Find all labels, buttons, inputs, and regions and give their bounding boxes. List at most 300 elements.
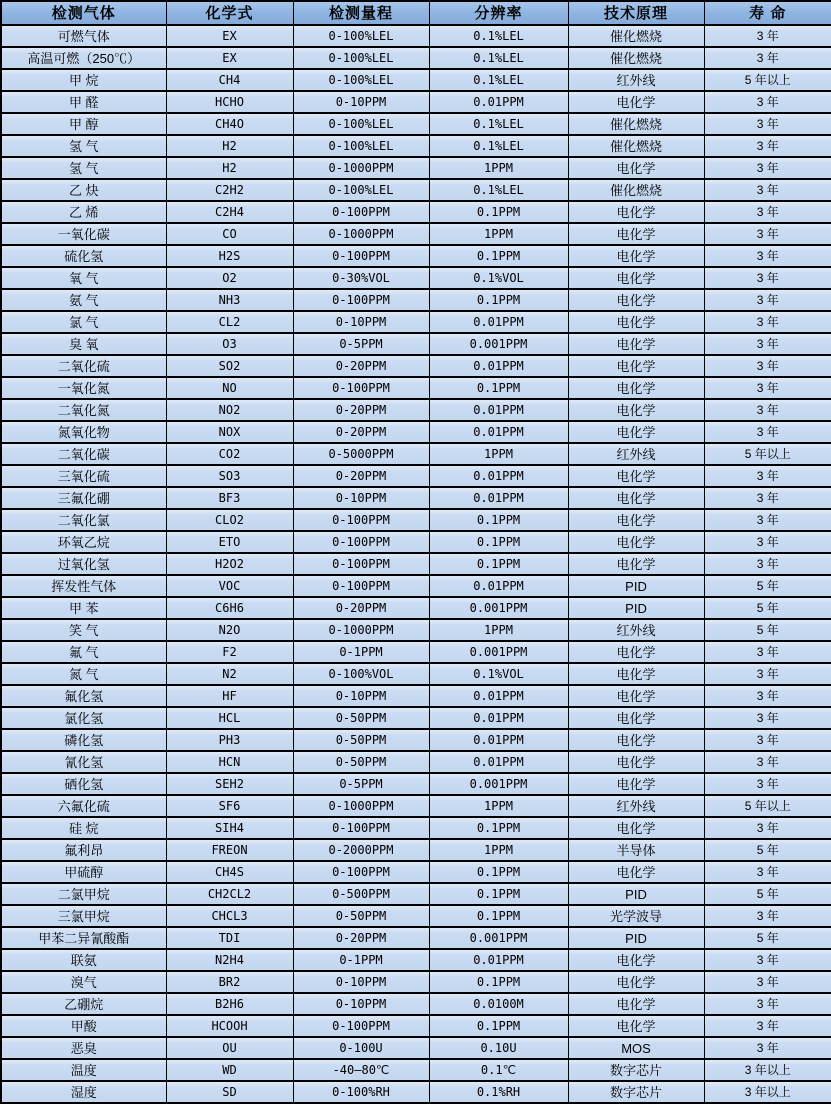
- gas-name-cell: 六氟化硫: [1, 795, 166, 817]
- resolution-cell: 0.01PPM: [429, 685, 568, 707]
- principle-cell: 电化学: [568, 377, 704, 399]
- gas-name-cell: 氟 气: [1, 641, 166, 663]
- resolution-cell: 0.01PPM: [429, 707, 568, 729]
- range-cell: 0-1000PPM: [293, 157, 429, 179]
- resolution-cell: 0.1PPM: [429, 201, 568, 223]
- formula-cell: SIH4: [166, 817, 293, 839]
- lifespan-cell: 3 年: [704, 1015, 831, 1037]
- resolution-cell: 0.01PPM: [429, 399, 568, 421]
- gas-name-cell: 溴气: [1, 971, 166, 993]
- principle-cell: 数字芯片: [568, 1059, 704, 1081]
- formula-cell: EX: [166, 25, 293, 47]
- formula-cell: C6H6: [166, 597, 293, 619]
- range-cell: 0-100PPM: [293, 817, 429, 839]
- principle-cell: 红外线: [568, 619, 704, 641]
- resolution-cell: 0.001PPM: [429, 597, 568, 619]
- resolution-cell: 0.1%LEL: [429, 25, 568, 47]
- lifespan-cell: 3 年: [704, 531, 831, 553]
- header-range: 检测量程: [293, 1, 429, 25]
- table-row: [1, 553, 831, 575]
- principle-cell: 电化学: [568, 289, 704, 311]
- table-row: [1, 355, 831, 377]
- table-header: [1, 1, 831, 25]
- table-row: [1, 795, 831, 817]
- range-cell: 0-10PPM: [293, 311, 429, 333]
- lifespan-cell: 3 年: [704, 817, 831, 839]
- table-row: [1, 69, 831, 91]
- resolution-cell: 0.01PPM: [429, 465, 568, 487]
- range-cell: 0-100%LEL: [293, 69, 429, 91]
- formula-cell: ETO: [166, 531, 293, 553]
- gas-name-cell: 氮 气: [1, 663, 166, 685]
- lifespan-cell: 3 年: [704, 157, 831, 179]
- lifespan-cell: 3 年: [704, 201, 831, 223]
- principle-cell: 电化学: [568, 817, 704, 839]
- formula-cell: B2H6: [166, 993, 293, 1015]
- formula-cell: FREON: [166, 839, 293, 861]
- range-cell: 0-100PPM: [293, 1015, 429, 1037]
- lifespan-cell: 5 年: [704, 927, 831, 949]
- lifespan-cell: 3 年: [704, 971, 831, 993]
- principle-cell: 催化燃烧: [568, 25, 704, 47]
- gas-name-cell: 二氧化氯: [1, 509, 166, 531]
- principle-cell: 催化燃烧: [568, 179, 704, 201]
- table-row: [1, 25, 831, 47]
- range-cell: 0-20PPM: [293, 355, 429, 377]
- gas-name-cell: 三氟化硼: [1, 487, 166, 509]
- gas-name-cell: 氮氧化物: [1, 421, 166, 443]
- range-cell: 0-20PPM: [293, 597, 429, 619]
- lifespan-cell: 3 年: [704, 113, 831, 135]
- range-cell: 0-20PPM: [293, 421, 429, 443]
- resolution-cell: 0.01PPM: [429, 91, 568, 113]
- formula-cell: HCN: [166, 751, 293, 773]
- gas-name-cell: 甲酸: [1, 1015, 166, 1037]
- gas-name-cell: 硒化氢: [1, 773, 166, 795]
- table-row: [1, 729, 831, 751]
- range-cell: 0-100PPM: [293, 377, 429, 399]
- table-row: [1, 399, 831, 421]
- table-row: [1, 685, 831, 707]
- resolution-cell: 0.1PPM: [429, 1015, 568, 1037]
- principle-cell: 电化学: [568, 553, 704, 575]
- range-cell: 0-1000PPM: [293, 619, 429, 641]
- lifespan-cell: 3 年以上: [704, 1059, 831, 1081]
- range-cell: 0-100PPM: [293, 245, 429, 267]
- lifespan-cell: 5 年以上: [704, 795, 831, 817]
- gas-name-cell: 甲苯二异氰酸酯: [1, 927, 166, 949]
- range-cell: 0-20PPM: [293, 927, 429, 949]
- gas-name-cell: 温度: [1, 1059, 166, 1081]
- formula-cell: OU: [166, 1037, 293, 1059]
- principle-cell: 光学波导: [568, 905, 704, 927]
- resolution-cell: 0.001PPM: [429, 773, 568, 795]
- principle-cell: 催化燃烧: [568, 113, 704, 135]
- range-cell: 0-100%LEL: [293, 47, 429, 69]
- principle-cell: 催化燃烧: [568, 135, 704, 157]
- gas-name-cell: 三氯甲烷: [1, 905, 166, 927]
- principle-cell: 电化学: [568, 949, 704, 971]
- lifespan-cell: 3 年: [704, 333, 831, 355]
- lifespan-cell: 3 年: [704, 91, 831, 113]
- table-row: [1, 201, 831, 223]
- range-cell: 0-10PPM: [293, 91, 429, 113]
- range-cell: 0-50PPM: [293, 751, 429, 773]
- gas-name-cell: 氯 气: [1, 311, 166, 333]
- lifespan-cell: 3 年: [704, 25, 831, 47]
- range-cell: 0-20PPM: [293, 399, 429, 421]
- range-cell: 0-1PPM: [293, 949, 429, 971]
- formula-cell: CO2: [166, 443, 293, 465]
- gas-name-cell: 二氧化硫: [1, 355, 166, 377]
- principle-cell: PID: [568, 575, 704, 597]
- range-cell: 0-10PPM: [293, 971, 429, 993]
- gas-name-cell: 二氧化碳: [1, 443, 166, 465]
- table-row: [1, 487, 831, 509]
- principle-cell: 电化学: [568, 245, 704, 267]
- table-row: [1, 1015, 831, 1037]
- table-row: [1, 135, 831, 157]
- principle-cell: PID: [568, 597, 704, 619]
- principle-cell: 红外线: [568, 69, 704, 91]
- formula-cell: O3: [166, 333, 293, 355]
- principle-cell: 电化学: [568, 861, 704, 883]
- formula-cell: PH3: [166, 729, 293, 751]
- resolution-cell: 1PPM: [429, 795, 568, 817]
- header-gas: 检测气体: [1, 1, 166, 25]
- gas-name-cell: 臭 氧: [1, 333, 166, 355]
- gas-name-cell: 氨 气: [1, 289, 166, 311]
- table-body: [1, 25, 831, 1103]
- formula-cell: HCHO: [166, 91, 293, 113]
- table-row: [1, 91, 831, 113]
- range-cell: 0-100%LEL: [293, 179, 429, 201]
- formula-cell: NH3: [166, 289, 293, 311]
- resolution-cell: 0.1℃: [429, 1059, 568, 1081]
- gas-name-cell: 乙 炔: [1, 179, 166, 201]
- formula-cell: N2O: [166, 619, 293, 641]
- range-cell: 0-100PPM: [293, 509, 429, 531]
- formula-cell: CH4S: [166, 861, 293, 883]
- range-cell: 0-1000PPM: [293, 795, 429, 817]
- principle-cell: 电化学: [568, 751, 704, 773]
- range-cell: 0-5000PPM: [293, 443, 429, 465]
- table-row: [1, 883, 831, 905]
- gas-name-cell: 过氧化氢: [1, 553, 166, 575]
- formula-cell: H2: [166, 157, 293, 179]
- table-row: [1, 179, 831, 201]
- gas-name-cell: 三氧化硫: [1, 465, 166, 487]
- formula-cell: C2H2: [166, 179, 293, 201]
- range-cell: 0-100PPM: [293, 575, 429, 597]
- resolution-cell: 0.01PPM: [429, 421, 568, 443]
- table-row: [1, 531, 831, 553]
- lifespan-cell: 5 年: [704, 597, 831, 619]
- header-row: [1, 1, 831, 25]
- table-row: [1, 641, 831, 663]
- gas-name-cell: 湿度: [1, 1081, 166, 1103]
- principle-cell: 半导体: [568, 839, 704, 861]
- resolution-cell: 0.01PPM: [429, 487, 568, 509]
- resolution-cell: 0.1%LEL: [429, 69, 568, 91]
- formula-cell: BR2: [166, 971, 293, 993]
- range-cell: 0-10PPM: [293, 685, 429, 707]
- table-row: [1, 509, 831, 531]
- formula-cell: CHCL3: [166, 905, 293, 927]
- lifespan-cell: 3 年: [704, 729, 831, 751]
- range-cell: 0-50PPM: [293, 905, 429, 927]
- principle-cell: 电化学: [568, 641, 704, 663]
- lifespan-cell: 3 年: [704, 289, 831, 311]
- range-cell: 0-2000PPM: [293, 839, 429, 861]
- resolution-cell: 0.1PPM: [429, 531, 568, 553]
- gas-name-cell: 氢 气: [1, 135, 166, 157]
- range-cell: 0-10PPM: [293, 487, 429, 509]
- formula-cell: O2: [166, 267, 293, 289]
- formula-cell: F2: [166, 641, 293, 663]
- lifespan-cell: 5 年以上: [704, 69, 831, 91]
- table-row: [1, 421, 831, 443]
- table-row: [1, 751, 831, 773]
- lifespan-cell: 3 年: [704, 223, 831, 245]
- formula-cell: SD: [166, 1081, 293, 1103]
- table-row: [1, 1037, 831, 1059]
- lifespan-cell: 3 年: [704, 421, 831, 443]
- range-cell: 0-1PPM: [293, 641, 429, 663]
- table-row: [1, 377, 831, 399]
- formula-cell: CL2: [166, 311, 293, 333]
- resolution-cell: 1PPM: [429, 223, 568, 245]
- table-row: [1, 1059, 831, 1081]
- lifespan-cell: 3 年: [704, 465, 831, 487]
- range-cell: 0-5PPM: [293, 773, 429, 795]
- header-formula: 化学式: [166, 1, 293, 25]
- principle-cell: PID: [568, 883, 704, 905]
- resolution-cell: 0.1PPM: [429, 971, 568, 993]
- principle-cell: 电化学: [568, 267, 704, 289]
- resolution-cell: 0.01PPM: [429, 311, 568, 333]
- table-row: [1, 289, 831, 311]
- principle-cell: 电化学: [568, 311, 704, 333]
- resolution-cell: 0.1PPM: [429, 883, 568, 905]
- range-cell: 0-100%LEL: [293, 25, 429, 47]
- resolution-cell: 1PPM: [429, 839, 568, 861]
- resolution-cell: 1PPM: [429, 443, 568, 465]
- range-cell: 0-5PPM: [293, 333, 429, 355]
- resolution-cell: 0.1%LEL: [429, 135, 568, 157]
- lifespan-cell: 5 年: [704, 883, 831, 905]
- principle-cell: 电化学: [568, 399, 704, 421]
- resolution-cell: 1PPM: [429, 619, 568, 641]
- range-cell: 0-20PPM: [293, 465, 429, 487]
- principle-cell: 红外线: [568, 443, 704, 465]
- resolution-cell: 0.01PPM: [429, 751, 568, 773]
- formula-cell: C2H4: [166, 201, 293, 223]
- resolution-cell: 0.1PPM: [429, 861, 568, 883]
- table-row: [1, 597, 831, 619]
- gas-name-cell: 一氧化碳: [1, 223, 166, 245]
- formula-cell: H2S: [166, 245, 293, 267]
- header-lifespan: 寿 命: [704, 1, 831, 25]
- gas-name-cell: 乙 烯: [1, 201, 166, 223]
- table-row: [1, 465, 831, 487]
- range-cell: 0-1000PPM: [293, 223, 429, 245]
- table-row: [1, 619, 831, 641]
- table-row: [1, 949, 831, 971]
- table-row: [1, 839, 831, 861]
- formula-cell: CH2CL2: [166, 883, 293, 905]
- range-cell: 0-100PPM: [293, 289, 429, 311]
- range-cell: 0-100PPM: [293, 201, 429, 223]
- gas-name-cell: 氧 气: [1, 267, 166, 289]
- range-cell: 0-100PPM: [293, 861, 429, 883]
- table-row: [1, 267, 831, 289]
- principle-cell: MOS: [568, 1037, 704, 1059]
- gas-name-cell: 氟利昂: [1, 839, 166, 861]
- table-row: [1, 707, 831, 729]
- formula-cell: N2: [166, 663, 293, 685]
- formula-cell: N2H4: [166, 949, 293, 971]
- lifespan-cell: 3 年: [704, 487, 831, 509]
- formula-cell: SEH2: [166, 773, 293, 795]
- formula-cell: WD: [166, 1059, 293, 1081]
- range-cell: 0-50PPM: [293, 729, 429, 751]
- gas-name-cell: 甲 苯: [1, 597, 166, 619]
- table-row: [1, 223, 831, 245]
- lifespan-cell: 5 年: [704, 619, 831, 641]
- gas-name-cell: 乙硼烷: [1, 993, 166, 1015]
- principle-cell: 电化学: [568, 421, 704, 443]
- range-cell: 0-100%LEL: [293, 113, 429, 135]
- lifespan-cell: 3 年: [704, 245, 831, 267]
- table-row: [1, 311, 831, 333]
- gas-name-cell: 恶臭: [1, 1037, 166, 1059]
- lifespan-cell: 5 年: [704, 575, 831, 597]
- header-resolution: 分辨率: [429, 1, 568, 25]
- principle-cell: 电化学: [568, 663, 704, 685]
- table-row: [1, 333, 831, 355]
- formula-cell: BF3: [166, 487, 293, 509]
- gas-name-cell: 氟化氢: [1, 685, 166, 707]
- resolution-cell: 0.0100M: [429, 993, 568, 1015]
- range-cell: 0-10PPM: [293, 993, 429, 1015]
- lifespan-cell: 3 年: [704, 707, 831, 729]
- gas-name-cell: 甲 醛: [1, 91, 166, 113]
- range-cell: 0-50PPM: [293, 707, 429, 729]
- gas-name-cell: 高温可燃（250℃）: [1, 47, 166, 69]
- principle-cell: 电化学: [568, 1015, 704, 1037]
- lifespan-cell: 3 年: [704, 641, 831, 663]
- lifespan-cell: 3 年: [704, 949, 831, 971]
- formula-cell: NO2: [166, 399, 293, 421]
- resolution-cell: 0.01PPM: [429, 355, 568, 377]
- formula-cell: EX: [166, 47, 293, 69]
- principle-cell: 电化学: [568, 993, 704, 1015]
- formula-cell: SF6: [166, 795, 293, 817]
- gas-name-cell: 二氯甲烷: [1, 883, 166, 905]
- resolution-cell: 0.01PPM: [429, 729, 568, 751]
- principle-cell: 电化学: [568, 157, 704, 179]
- principle-cell: 电化学: [568, 729, 704, 751]
- lifespan-cell: 3 年: [704, 1037, 831, 1059]
- lifespan-cell: 3 年: [704, 553, 831, 575]
- formula-cell: NO: [166, 377, 293, 399]
- principle-cell: 电化学: [568, 333, 704, 355]
- table-row: [1, 993, 831, 1015]
- principle-cell: 电化学: [568, 91, 704, 113]
- principle-cell: 电化学: [568, 531, 704, 553]
- principle-cell: PID: [568, 927, 704, 949]
- gas-name-cell: 可燃气体: [1, 25, 166, 47]
- gas-name-cell: 挥发性气体: [1, 575, 166, 597]
- lifespan-cell: 5 年: [704, 839, 831, 861]
- principle-cell: 电化学: [568, 465, 704, 487]
- lifespan-cell: 3 年: [704, 509, 831, 531]
- header-principle: 技术原理: [568, 1, 704, 25]
- range-cell: 0-100PPM: [293, 553, 429, 575]
- range-cell: 0-100U: [293, 1037, 429, 1059]
- resolution-cell: 0.10U: [429, 1037, 568, 1059]
- principle-cell: 电化学: [568, 223, 704, 245]
- principle-cell: 电化学: [568, 487, 704, 509]
- gas-name-cell: 磷化氢: [1, 729, 166, 751]
- resolution-cell: 0.1PPM: [429, 553, 568, 575]
- lifespan-cell: 3 年: [704, 773, 831, 795]
- gas-name-cell: 硫化氢: [1, 245, 166, 267]
- lifespan-cell: 3 年: [704, 663, 831, 685]
- table-row: [1, 245, 831, 267]
- lifespan-cell: 3 年: [704, 905, 831, 927]
- formula-cell: HCL: [166, 707, 293, 729]
- lifespan-cell: 3 年: [704, 355, 831, 377]
- table-row: [1, 817, 831, 839]
- lifespan-cell: 3 年: [704, 179, 831, 201]
- gas-name-cell: 一氧化氮: [1, 377, 166, 399]
- principle-cell: 红外线: [568, 795, 704, 817]
- formula-cell: CH4O: [166, 113, 293, 135]
- gas-name-cell: 二氧化氮: [1, 399, 166, 421]
- range-cell: 0-100%LEL: [293, 135, 429, 157]
- gas-name-cell: 联氨: [1, 949, 166, 971]
- formula-cell: TDI: [166, 927, 293, 949]
- table-row: [1, 905, 831, 927]
- table-row: [1, 927, 831, 949]
- principle-cell: 电化学: [568, 685, 704, 707]
- principle-cell: 电化学: [568, 971, 704, 993]
- resolution-cell: 0.1%LEL: [429, 113, 568, 135]
- lifespan-cell: 3 年: [704, 993, 831, 1015]
- resolution-cell: 1PPM: [429, 157, 568, 179]
- table-row: [1, 113, 831, 135]
- gas-name-cell: 氰化氢: [1, 751, 166, 773]
- resolution-cell: 0.01PPM: [429, 575, 568, 597]
- formula-cell: CO: [166, 223, 293, 245]
- formula-cell: SO2: [166, 355, 293, 377]
- resolution-cell: 0.1%LEL: [429, 179, 568, 201]
- lifespan-cell: 3 年: [704, 685, 831, 707]
- principle-cell: 电化学: [568, 707, 704, 729]
- resolution-cell: 0.001PPM: [429, 333, 568, 355]
- table-row: [1, 663, 831, 685]
- range-cell: 0-500PPM: [293, 883, 429, 905]
- resolution-cell: 0.01PPM: [429, 949, 568, 971]
- range-cell: 0-30%VOL: [293, 267, 429, 289]
- gas-name-cell: 氢 气: [1, 157, 166, 179]
- lifespan-cell: 3 年: [704, 377, 831, 399]
- principle-cell: 数字芯片: [568, 1081, 704, 1103]
- range-cell: -40—80℃: [293, 1059, 429, 1081]
- principle-cell: 电化学: [568, 201, 704, 223]
